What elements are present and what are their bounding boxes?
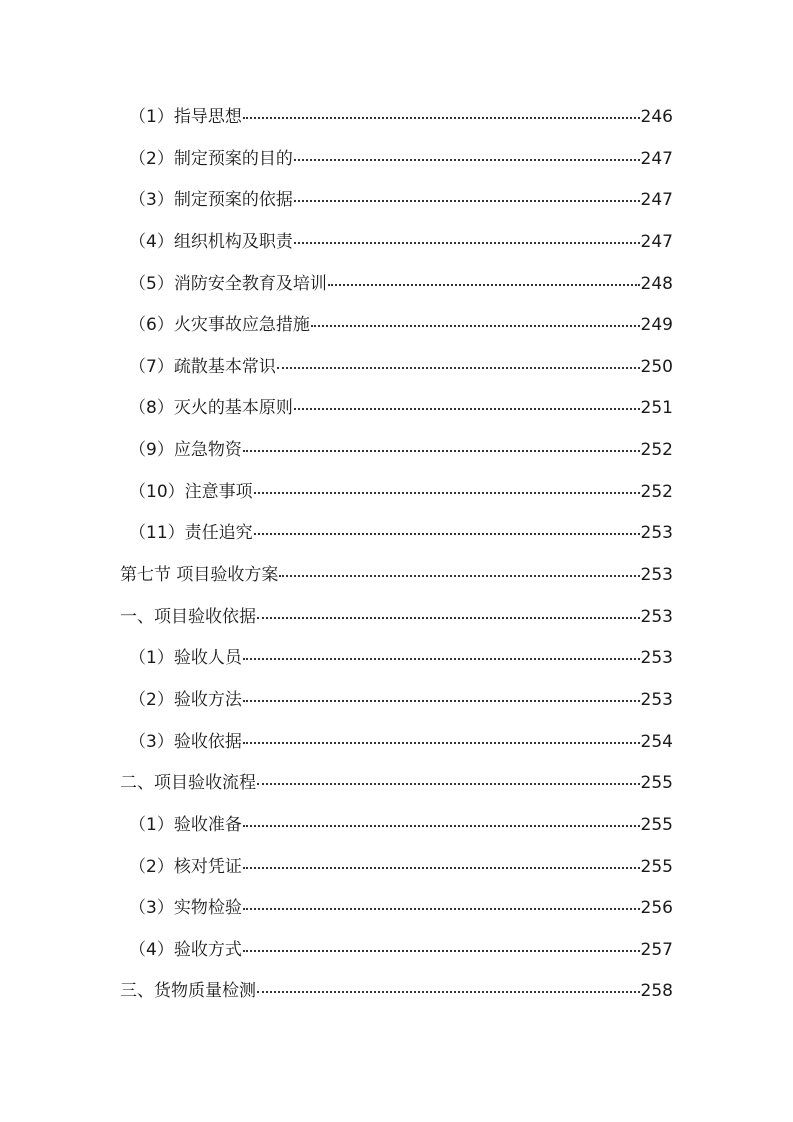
toc-entry-page: 253 — [640, 565, 673, 586]
toc-entry-page: 258 — [640, 981, 673, 1002]
toc-entry-label: （5）消防安全教育及培训 — [129, 273, 327, 294]
dot-leader — [294, 147, 640, 164]
toc-entry-label: （7）疏散基本常识 — [129, 356, 276, 377]
toc-entry[interactable] — [120, 436, 673, 478]
dot-leader — [294, 396, 640, 413]
toc-entry[interactable] — [120, 811, 673, 853]
toc-entry-page: 247 — [640, 231, 673, 252]
toc-entry[interactable] — [120, 311, 673, 353]
dot-leader — [243, 730, 640, 747]
dot-leader — [243, 813, 640, 830]
dot-leader — [243, 646, 640, 663]
toc-section-heading[interactable] — [120, 561, 673, 603]
toc-entry-page: 253 — [640, 523, 673, 544]
dot-leader — [243, 438, 640, 455]
toc-entry-page: 253 — [640, 689, 673, 710]
dot-leader — [243, 688, 640, 705]
toc-entry-page: 248 — [640, 273, 673, 294]
toc-entry[interactable] — [120, 519, 673, 561]
toc-entry-label: （9）应急物资 — [129, 440, 242, 461]
toc-entry-page: 253 — [640, 648, 673, 669]
dot-leader — [279, 563, 639, 580]
dot-leader — [243, 896, 640, 913]
toc-entry-page: 246 — [640, 107, 673, 127]
table-of-contents — [120, 103, 673, 1019]
toc-entry[interactable] — [120, 936, 673, 978]
toc-entry-label: （3）实物检验 — [129, 898, 242, 919]
toc-entry-label: （11）责任追究 — [129, 523, 253, 544]
dot-leader — [257, 979, 640, 996]
toc-entry[interactable] — [120, 478, 673, 520]
toc-entry-label: （1）指导思想 — [129, 107, 242, 127]
toc-entry[interactable] — [120, 103, 673, 145]
toc-entry-label: （2）核对凭证 — [129, 856, 242, 877]
toc-entry-label: （10）注意事项 — [129, 481, 253, 502]
dot-leader — [243, 938, 640, 955]
toc-entry[interactable] — [120, 686, 673, 728]
toc-entry-label: （3）制定预案的依据 — [129, 190, 293, 211]
toc-entry-page: 254 — [640, 731, 673, 752]
dot-leader — [328, 272, 640, 289]
dot-leader — [257, 605, 640, 622]
dot-leader — [254, 480, 640, 497]
toc-entry-label: （4）验收方式 — [129, 939, 242, 960]
dot-leader — [277, 355, 640, 372]
dot-leader — [294, 188, 640, 205]
dot-leader — [311, 313, 640, 330]
toc-entry-label: （6）火灾事故应急措施 — [129, 315, 310, 336]
toc-entry-label: （4）组织机构及职责 — [129, 231, 293, 252]
toc-entry-page: 253 — [640, 606, 673, 627]
dot-leader — [254, 521, 640, 538]
toc-section-heading[interactable] — [120, 769, 673, 811]
toc-entry-label: （3）验收依据 — [129, 731, 242, 752]
toc-section-heading[interactable] — [120, 977, 673, 1019]
toc-section-heading[interactable] — [120, 603, 673, 645]
toc-entry[interactable] — [120, 894, 673, 936]
toc-entry-page: 251 — [640, 398, 673, 419]
toc-entry[interactable] — [120, 394, 673, 436]
toc-entry-label: 第七节 项目验收方案 — [120, 565, 279, 586]
toc-entry-page: 256 — [640, 898, 673, 919]
toc-entry[interactable] — [120, 353, 673, 395]
toc-entry-label: （1）验收准备 — [129, 814, 242, 835]
toc-entry-page: 247 — [640, 148, 673, 169]
toc-entry[interactable] — [120, 853, 673, 895]
toc-entry-page: 250 — [640, 356, 673, 377]
toc-entry-label: 一、项目验收依据 — [120, 606, 256, 627]
dot-leader — [294, 230, 640, 247]
toc-entry[interactable] — [120, 145, 673, 187]
toc-entry-label: （1）验收人员 — [129, 648, 242, 669]
toc-entry-page: 252 — [640, 481, 673, 502]
toc-entry-page: 255 — [640, 773, 673, 794]
toc-entry[interactable] — [120, 270, 673, 312]
toc-entry[interactable] — [120, 728, 673, 770]
dot-leader — [243, 105, 640, 122]
toc-entry-label: （2）验收方法 — [129, 689, 242, 710]
toc-entry[interactable] — [120, 228, 673, 270]
toc-entry-page: 255 — [640, 814, 673, 835]
dot-leader — [243, 855, 640, 872]
toc-entry-page: 257 — [640, 939, 673, 960]
toc-entry-label: 二、项目验收流程 — [120, 773, 256, 794]
toc-entry-label: （8）灭火的基本原则 — [129, 398, 293, 419]
toc-entry-label: （2）制定预案的目的 — [129, 148, 293, 169]
toc-entry[interactable] — [120, 186, 673, 228]
toc-entry-label: 三、货物质量检测 — [120, 981, 256, 1002]
toc-entry-page: 249 — [640, 315, 673, 336]
toc-entry-page: 252 — [640, 440, 673, 461]
toc-entry[interactable] — [120, 644, 673, 686]
toc-entry-page: 255 — [640, 856, 673, 877]
toc-entry-page: 247 — [640, 190, 673, 211]
dot-leader — [257, 771, 640, 788]
